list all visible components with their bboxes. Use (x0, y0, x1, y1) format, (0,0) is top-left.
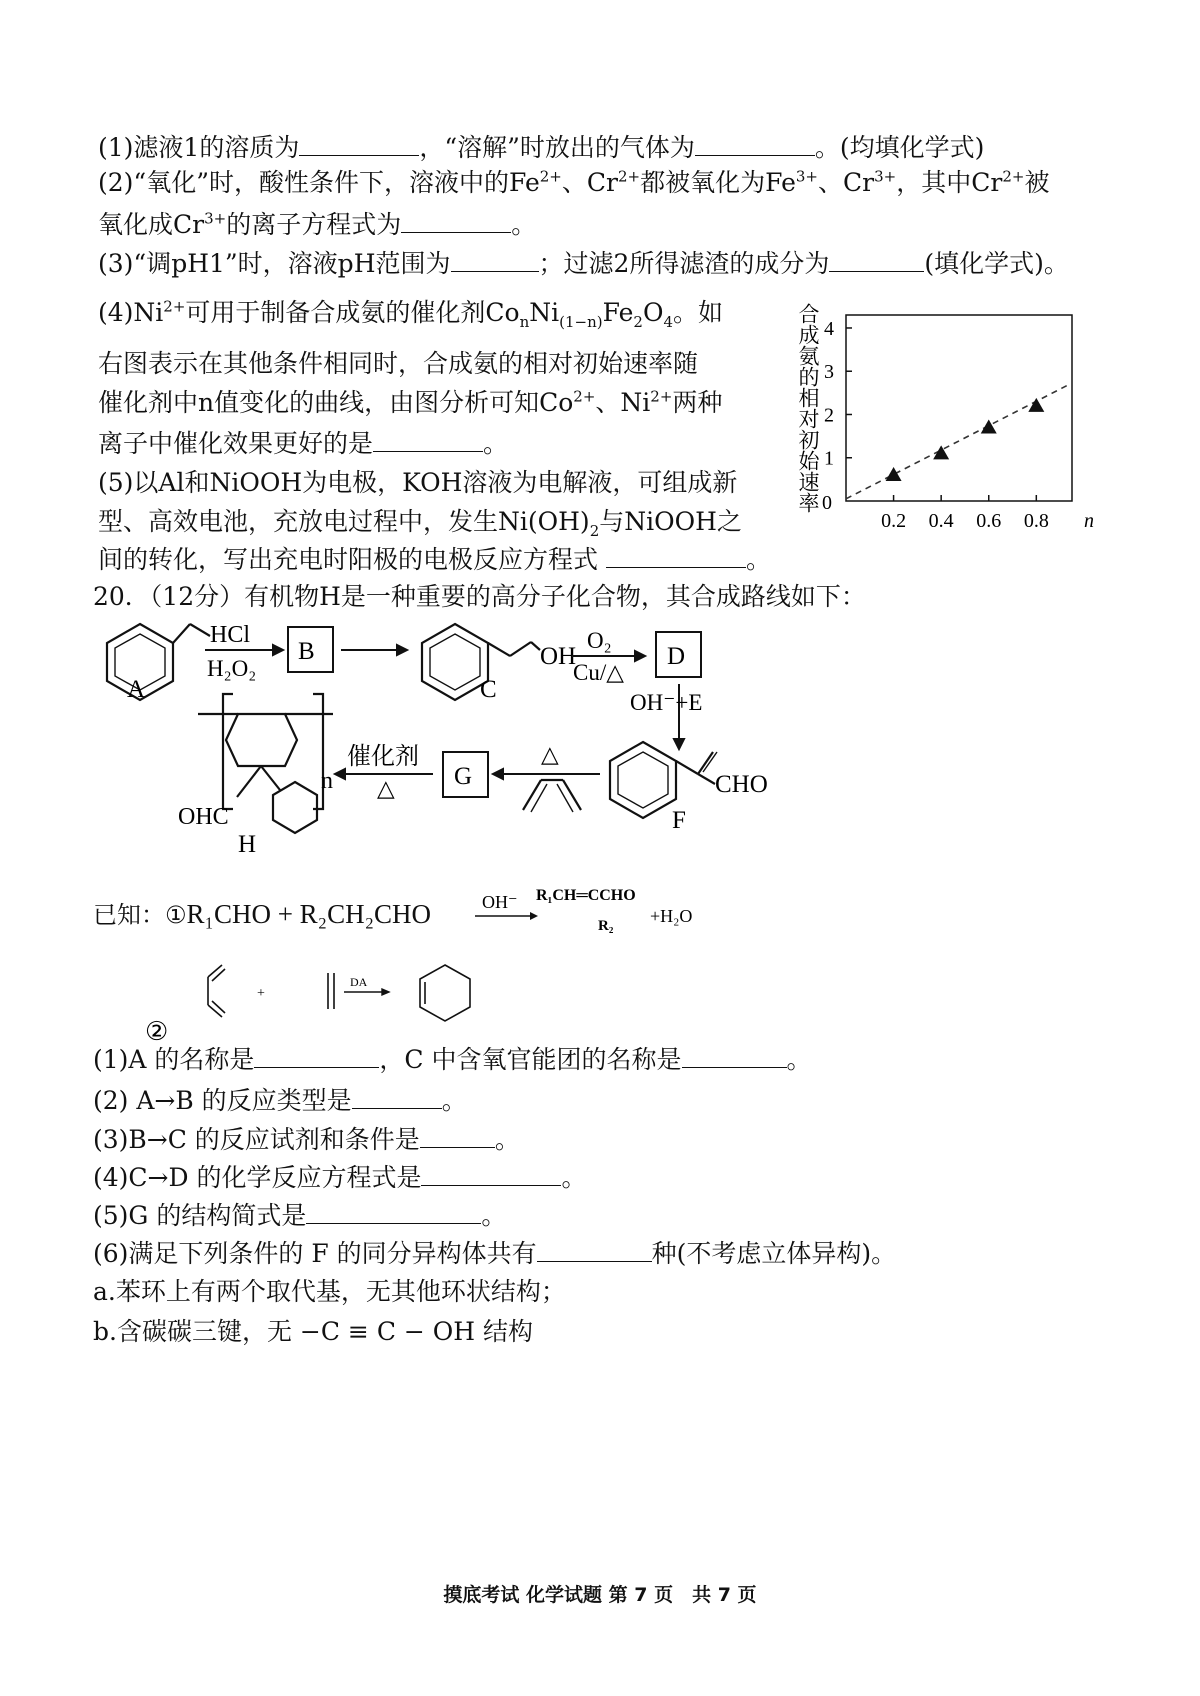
known1-water: +H₂O (650, 906, 693, 926)
answer-blank[interactable] (829, 249, 924, 272)
synthesis-route-scheme (85, 612, 1085, 892)
x-tick-label: 0.4 (928, 510, 954, 532)
reagent-heat-polymer: △ (377, 776, 395, 801)
arrow-f-to-g (493, 769, 600, 779)
h-n-subscript: n (321, 768, 333, 794)
data-point-triangle (1028, 398, 1044, 412)
label-g: G (454, 763, 473, 790)
answer-blank[interactable] (352, 1086, 442, 1109)
known1-product: R₁CH═CCHO (536, 887, 636, 904)
answer-blank[interactable] (421, 1163, 561, 1186)
x-tick-label: 0.2 (881, 510, 907, 532)
compound-f (610, 742, 717, 818)
reagent-catalyst: 催化剂 (347, 742, 419, 770)
arrow-b-to-c (341, 645, 407, 655)
q19-part4-line2: 右图表示在其他条件相同时，合成氨的相对初始速率随 (98, 349, 699, 378)
data-points (886, 398, 1045, 481)
known1-r2: R₂ (598, 918, 614, 934)
label-b: B (298, 638, 315, 665)
q20-title: 20．（12分）有机物H是一种重要的高分子化合物，其合成路线如下： (93, 582, 866, 611)
q20-condition-b: b.含碳碳三键，无 −C ≡ C − OH 结构 (93, 1317, 534, 1346)
label-f: F (672, 807, 686, 834)
answer-blank[interactable] (682, 1045, 787, 1068)
answer-blank[interactable] (306, 1201, 481, 1224)
rate-vs-n-chart (790, 295, 1094, 565)
f-cho-group: CHO (715, 771, 768, 798)
reagent-o2: O₂ (587, 628, 612, 653)
x-tick-label: 0.6 (976, 510, 1002, 532)
reagent-cu: Cu/△ (573, 660, 624, 685)
reagent-hcl: HCl (210, 622, 251, 648)
q19-part5-line2: 型、高效电池，充放电过程中，发生$Ni(OH)_2$与NiOOH之 (98, 507, 742, 540)
page-footer: 摸底考试 化学试题 第 7 页 共 7 页 (443, 1584, 757, 1606)
label-d: D (667, 643, 686, 670)
answer-blank[interactable] (254, 1045, 379, 1068)
diene (208, 965, 225, 1017)
answer-blank[interactable] (695, 133, 815, 156)
axis-ticks (822, 318, 1094, 532)
q19-part2-line2: 氧化成$Cr^{3+}$的离子方程式为 。 (98, 209, 537, 239)
answer-blank[interactable] (451, 249, 539, 272)
answer-blank[interactable] (537, 1239, 652, 1262)
dienophile (328, 973, 334, 1009)
answer-blank[interactable] (373, 429, 483, 452)
q19-part4-line4: 离子中催化效果更好的是 。 (98, 429, 509, 458)
q20-question6: (6)满足下列条件的 F 的同分异构体共有 种(不考虑立体异构)。 (93, 1239, 897, 1268)
q20-question3: (3)B→C 的反应试剂和条件是 。 (93, 1125, 520, 1154)
q19-part2-line1: (2)“氧化”时，酸性条件下，溶液中的$Fe^{2+}$、$Cr^{2+}$都被氧化为$Fe^{3+}$、$Cr^{3+}$，其中$Cr^{2+}$被 (98, 167, 1050, 197)
q19-part5-line3: 间的转化，写出充电时阳极的电极反应方程式 。 (98, 545, 771, 574)
y-tick-label: 3 (824, 361, 834, 384)
data-point-triangle (981, 419, 997, 433)
x-tick-label: 0.8 (1023, 510, 1049, 532)
known-reaction-1-arrow (470, 878, 710, 948)
known2-plus: + (257, 986, 265, 1001)
known1-condition: OH⁻ (482, 892, 518, 912)
butadiene-reagent (523, 780, 581, 812)
answer-blank[interactable] (606, 545, 746, 568)
q20-question5: (5)G 的结构简式是 。 (93, 1201, 507, 1230)
q19-part4-line3: 催化剂中n值变化的曲线，由图分析可知$Co^{2+}$、$Ni^{2+}$两种 (98, 387, 723, 417)
known2-number: ② (145, 1017, 169, 1047)
origin-label: 0 (822, 492, 832, 514)
y-axis-title: 合成氨的相对初始速率 (796, 303, 820, 513)
answer-blank[interactable] (401, 210, 511, 233)
data-point-triangle (886, 467, 902, 481)
compound-a-styrene (107, 624, 210, 700)
q19-part3: (3)“调pH1”时，溶液pH范围为 ；过滤2所得滤渣的成分为 (填化学式)。 (98, 249, 1069, 278)
y-tick-label: 2 (824, 404, 834, 427)
known-reaction-1: 已知：①R₁CHO + R₂CH₂CHO (93, 899, 432, 929)
q20-question2: (2) A→B 的反应类型是 。 (93, 1086, 467, 1115)
known2-condition: DA (350, 975, 368, 989)
c-oh-group: OH (540, 643, 577, 670)
y-axis-label (796, 303, 820, 513)
q20-question4: (4)C→D 的化学反应方程式是 。 (93, 1163, 587, 1192)
y-tick-label: 1 (824, 447, 834, 470)
q19-part1: (1)滤液1的溶质为 ，“溶解”时放出的气体为 。(均填化学式) (98, 133, 985, 162)
label-c: C (480, 676, 497, 703)
y-tick-label: 4 (824, 317, 834, 340)
known2-arrow (344, 989, 389, 995)
answer-blank[interactable] (420, 1125, 495, 1148)
q20-question1: (1)A 的名称是 ，C 中含氧官能团的名称是 。 (93, 1045, 812, 1074)
known-reaction-2-diels-alder (140, 955, 540, 1045)
q19-part5-line1: (5)以Al和NiOOH为电极，KOH溶液为电解液，可组成新 (98, 468, 738, 497)
q19-part4-line1: $(4)Ni^{2+}$可用于制备合成氨的催化剂$Co_nNi_{(1-n)}Fe_2O_4$。如 (98, 297, 724, 331)
x-axis-title: n (1084, 510, 1094, 532)
label-a: A (127, 676, 146, 703)
reagent-h2o2: H₂O₂ (207, 656, 257, 681)
reagent-oh-e: OH⁻+E (630, 690, 703, 715)
cyclohexene (420, 965, 470, 1021)
label-h: H (238, 831, 257, 858)
reagent-heat: △ (541, 742, 559, 767)
answer-blank[interactable] (299, 133, 419, 156)
q20-condition-a: a.苯环上有两个取代基，无其他环状结构； (93, 1277, 566, 1306)
h-ohc-group: OHC (178, 804, 229, 830)
